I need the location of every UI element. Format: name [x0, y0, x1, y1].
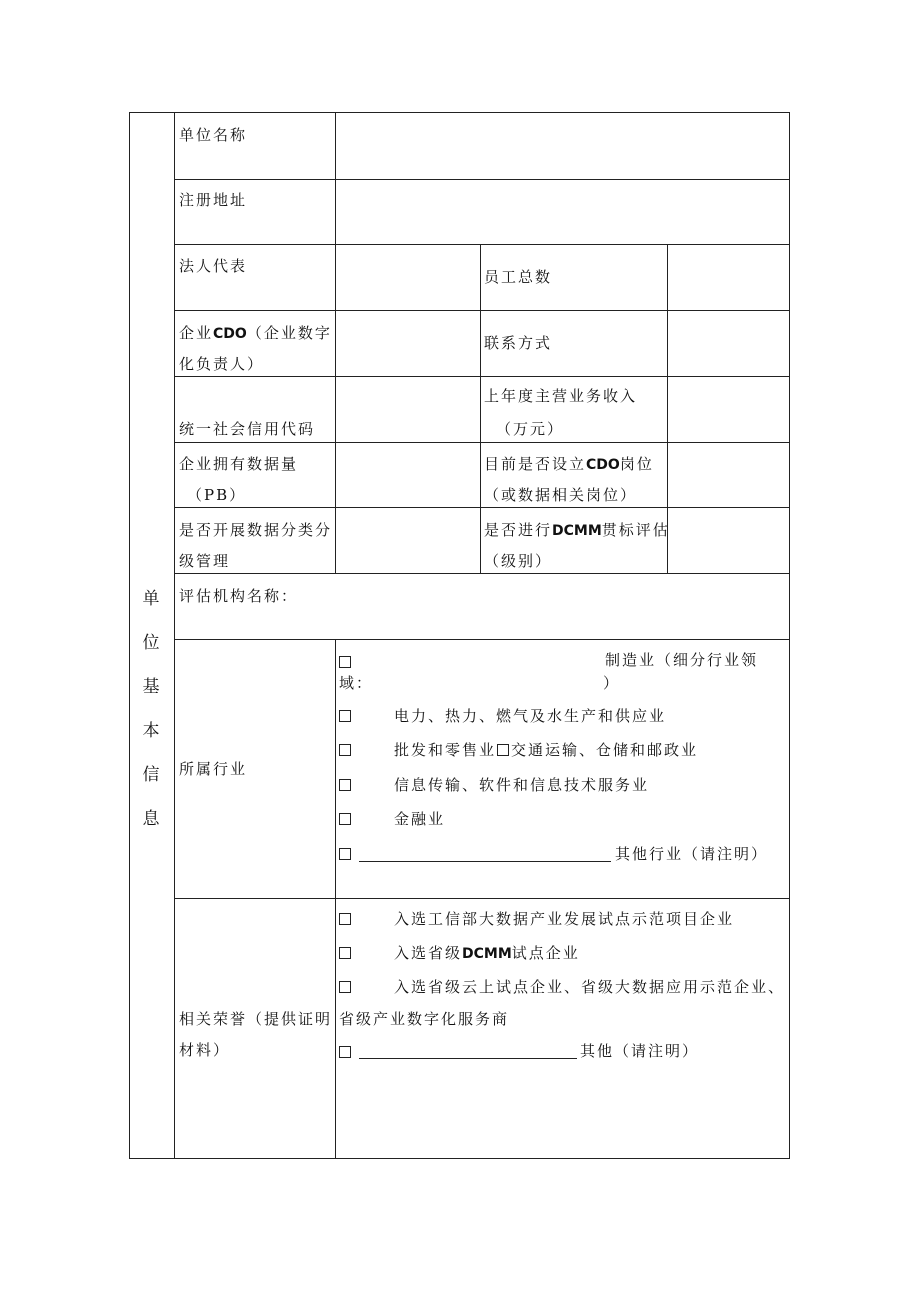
- revenue-label: 上年度主营业务收入: [484, 387, 638, 405]
- it-option: 信息传输、软件和信息技术服务业: [394, 776, 650, 794]
- cloud-honor-option: 入选省级云上试点企业、省级大数据应用示范企业、: [394, 978, 786, 996]
- row-divider: [175, 179, 790, 180]
- miit-honor-checkbox[interactable]: [339, 913, 351, 925]
- manufacturing-domain-label: 域：: [339, 674, 374, 692]
- dcmm-label-2: （级别）: [484, 552, 553, 570]
- dcmm-label-en: DCMM: [552, 523, 602, 539]
- dcmm-label-text-2: 贯标评估: [601, 521, 670, 539]
- column-divider: [335, 639, 336, 1158]
- section-title: 单位基本信息: [142, 589, 164, 829]
- other-honor-checkbox[interactable]: [339, 1046, 351, 1058]
- row-divider: [175, 376, 790, 377]
- staff-total-label: 员工总数: [484, 268, 553, 286]
- revenue-unit: （万元）: [496, 420, 565, 438]
- cloud-honor-option-2: 省级产业数字化服务商: [339, 1010, 510, 1028]
- dcmm-pilot-en: DCMM: [462, 946, 512, 962]
- finance-checkbox[interactable]: [339, 813, 351, 825]
- transport-option: 交通运输、仓储和邮政业: [511, 741, 699, 759]
- wholesale-option: 批发和零售业: [394, 741, 497, 759]
- cdo-post-en: CDO: [586, 457, 620, 473]
- dcmm-label: [484, 514, 670, 547]
- reg-address-label: 注册地址: [179, 191, 248, 209]
- data-volume-unit: （PB）: [187, 486, 247, 504]
- manufacturing-close-bracket: ）: [603, 674, 621, 692]
- data-classify-label-2: 级管理: [179, 552, 231, 570]
- contact-label: 联系方式: [484, 334, 553, 352]
- industry-label: 所属行业: [179, 760, 248, 778]
- section-header-column: [130, 113, 175, 1158]
- credit-code-label: 统一社会信用代码: [179, 420, 316, 438]
- row-divider: [175, 310, 790, 311]
- row-divider: [175, 244, 790, 245]
- other-industry-fill-line[interactable]: [359, 861, 611, 862]
- cdo-label-line-2: 化负责人）: [179, 355, 265, 373]
- row-divider: [175, 639, 790, 640]
- cdo-post-text: 目前是否设立: [484, 455, 587, 473]
- column-divider: [480, 244, 481, 573]
- dcmm-label-text: 是否进行: [484, 521, 553, 539]
- legal-rep-label: 法人代表: [179, 257, 248, 275]
- wholesale-checkbox[interactable]: [339, 744, 351, 756]
- dcmm-pilot-checkbox[interactable]: [339, 947, 351, 959]
- other-industry-checkbox[interactable]: [339, 848, 351, 860]
- it-checkbox[interactable]: [339, 779, 351, 791]
- row-divider: [175, 573, 790, 574]
- other-honor-option: 其他（请注明）: [580, 1042, 700, 1060]
- honor-label: 相关荣誉（提供证明: [179, 1010, 333, 1028]
- cdo-label-text-2: （企业数字: [246, 324, 332, 342]
- power-option: 电力、热力、燃气及水生产和供应业: [394, 707, 667, 725]
- data-volume-label: 企业拥有数据量: [179, 455, 299, 473]
- cloud-honor-checkbox[interactable]: [339, 981, 351, 993]
- cdo-post-text-2: 岗位: [619, 455, 654, 473]
- row-divider: [175, 507, 790, 508]
- honor-label-2: 材料）: [179, 1041, 231, 1059]
- row-divider: [175, 898, 790, 899]
- cdo-post-label-2: （或数据相关岗位）: [484, 486, 638, 504]
- other-industry-option: 其他行业（请注明）: [615, 845, 769, 863]
- eval-org-label: 评估机构名称：: [179, 587, 299, 605]
- column-divider: [335, 113, 336, 573]
- cdo-label-en: CDO: [213, 326, 247, 342]
- power-checkbox[interactable]: [339, 710, 351, 722]
- cdo-post-label: [484, 448, 654, 481]
- dcmm-pilot-text: 入选省级: [394, 944, 463, 962]
- manufacturing-option: 制造业（细分行业领: [605, 651, 759, 669]
- unit-name-label: 单位名称: [179, 126, 248, 144]
- cdo-label-text: 企业: [179, 324, 214, 342]
- enterprise-info-form: [129, 112, 790, 1159]
- dcmm-pilot-text-2: 试点企业: [511, 944, 580, 962]
- cdo-label: [179, 317, 332, 350]
- dcmm-pilot-option: [394, 937, 580, 970]
- data-classify-label: 是否开展数据分类分: [179, 521, 333, 539]
- other-honor-fill-line[interactable]: [359, 1058, 577, 1059]
- transport-checkbox[interactable]: [497, 744, 509, 756]
- finance-option: 金融业: [394, 810, 446, 828]
- miit-honor-option: 入选工信部大数据产业发展试点示范项目企业: [394, 910, 735, 928]
